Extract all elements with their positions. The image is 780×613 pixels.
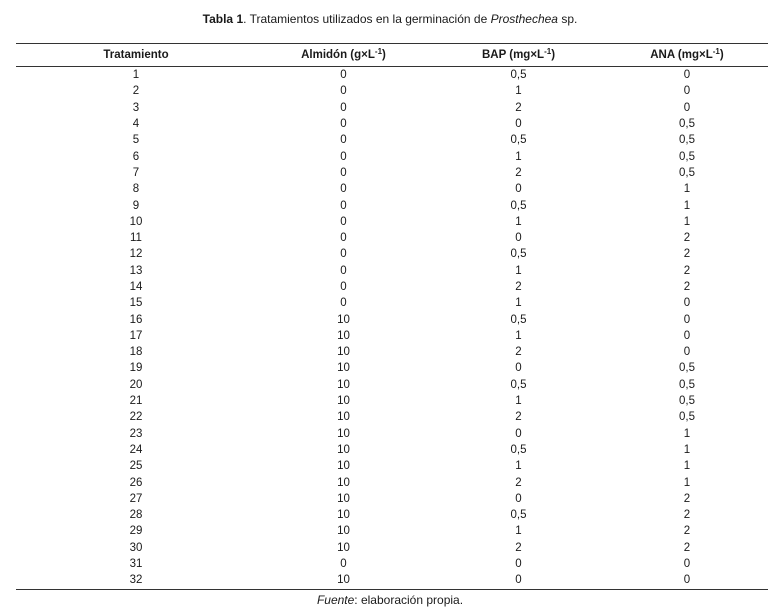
cell-bap: 0 (515, 574, 522, 587)
cell-ana: 1 (683, 427, 691, 440)
cell-ana: 0,5 (679, 150, 695, 163)
cell-almidon: 10 (337, 443, 350, 456)
cell-bap: 0,5 (510, 313, 527, 326)
cell-ana: 1 (683, 460, 691, 473)
cell-bap: 0,5 (510, 248, 527, 261)
cell-almidon: 10 (337, 362, 350, 375)
cell-bap: 1 (515, 85, 522, 98)
cell-almidon: 0 (340, 297, 347, 310)
cell-bap: 0 (515, 362, 522, 375)
cell-ana: 0 (683, 558, 691, 571)
table-caption-text: . Tratamientos utilizados en la germinación de (243, 12, 491, 26)
cell-tratamiento: 8 (132, 183, 140, 196)
cell-tratamiento: 14 (129, 281, 143, 293)
cell-bap: 0 (515, 492, 522, 505)
table-row (16, 100, 768, 116)
cell-tratamiento: 12 (129, 248, 143, 261)
table-row (16, 279, 768, 295)
cell-almidon: 10 (337, 574, 350, 587)
cell-ana: 0,5 (679, 395, 695, 408)
cell-bap: 2 (515, 346, 522, 359)
cell-bap: 0,5 (510, 69, 527, 82)
table-row (16, 181, 768, 197)
cell-ana: 2 (683, 525, 691, 538)
cell-tratamiento: 11 (130, 232, 142, 245)
cell-bap: 1 (515, 264, 522, 277)
table-source-note (0, 593, 780, 607)
header-tratamiento: Tratamiento (103, 49, 169, 61)
table-row (16, 377, 768, 393)
cell-bap: 1 (515, 329, 522, 342)
cell-bap: 0 (515, 183, 522, 196)
cell-tratamiento: 23 (129, 427, 143, 440)
table-row (16, 360, 768, 376)
cell-tratamiento: 6 (132, 150, 140, 163)
table-row (16, 148, 768, 164)
table-body (16, 67, 768, 590)
cell-ana: 2 (683, 248, 691, 261)
cell-ana: 0,5 (679, 411, 695, 424)
header-bap: BAP $(mg\times L^{-1})$ (481, 47, 556, 61)
table-row (16, 442, 768, 458)
cell-almidon: 0 (340, 85, 347, 98)
cell-almidon: 0 (340, 264, 347, 277)
cell-almidon: 0 (340, 281, 347, 293)
cell-ana: 0 (683, 329, 691, 342)
cell-bap: 1 (515, 460, 522, 473)
cell-ana: 2 (683, 281, 691, 293)
cell-tratamiento: 27 (129, 492, 143, 505)
table-caption-suffix: sp. (557, 12, 578, 26)
cell-bap: 0 (515, 558, 522, 571)
cell-almidon: 10 (337, 378, 350, 391)
table-row (16, 116, 768, 132)
cell-ana: 0 (683, 85, 691, 98)
cell-almidon: 10 (337, 492, 350, 505)
cell-ana: 2 (683, 541, 691, 554)
cell-tratamiento: 5 (132, 134, 140, 147)
table-row (16, 556, 768, 572)
cell-almidon: 0 (340, 101, 347, 114)
cell-tratamiento: 24 (129, 443, 143, 456)
cell-almidon: 10 (337, 509, 350, 522)
cell-tratamiento: 25 (129, 460, 143, 473)
cell-ana: 1 (683, 215, 691, 228)
treatments-table (16, 43, 768, 590)
cell-ana: 1 (683, 443, 691, 456)
cell-ana: 0 (683, 297, 691, 310)
cell-tratamiento: 17 (129, 329, 143, 342)
cell-ana: 2 (683, 232, 691, 245)
cell-tratamiento: 19 (129, 362, 143, 375)
cell-tratamiento: 18 (129, 346, 143, 359)
cell-ana: 0,5 (679, 362, 695, 375)
cell-tratamiento: 10 (129, 215, 143, 228)
table-row (16, 458, 768, 474)
cell-bap: 1 (515, 395, 522, 408)
table-row (16, 507, 768, 523)
cell-bap: 2 (515, 476, 522, 489)
table-row (16, 230, 768, 246)
table-caption-label: Tabla 1 (202, 12, 244, 26)
cell-almidon: 0 (340, 134, 347, 147)
cell-almidon: 10 (337, 395, 350, 408)
cell-ana: 0 (683, 101, 691, 114)
cell-ana: 0 (683, 69, 691, 82)
cell-almidon: 10 (337, 541, 350, 554)
cell-bap: 2 (515, 166, 522, 179)
cell-almidon: 10 (337, 476, 350, 489)
cell-ana: 0,5 (679, 378, 695, 391)
cell-almidon: 0 (340, 118, 347, 131)
cell-tratamiento: 16 (129, 313, 143, 326)
cell-tratamiento: 4 (132, 118, 140, 131)
cell-bap: 0 (515, 427, 522, 440)
cell-tratamiento: 21 (129, 395, 143, 408)
cell-tratamiento: 28 (129, 509, 143, 522)
cell-ana: 0 (683, 574, 691, 587)
table-row (16, 344, 768, 360)
cell-ana: 2 (683, 264, 691, 277)
table-row (16, 491, 768, 507)
cell-bap: 1 (515, 525, 522, 538)
cell-bap: 0,5 (510, 378, 527, 391)
table-row (16, 83, 768, 99)
cell-tratamiento: 20 (129, 378, 143, 391)
cell-almidon: 10 (337, 525, 350, 538)
table-row (16, 393, 768, 409)
cell-bap: 0 (515, 232, 522, 245)
cell-ana: 0,5 (679, 134, 695, 147)
cell-tratamiento: 29 (129, 525, 143, 538)
cell-tratamiento: 26 (129, 476, 143, 489)
cell-ana: 0,5 (679, 118, 695, 131)
cell-tratamiento: 13 (129, 264, 143, 277)
cell-bap: 2 (515, 411, 522, 424)
table-row (16, 311, 768, 327)
cell-almidon: 0 (340, 183, 347, 196)
table-row (16, 328, 768, 344)
cell-almidon: 0 (340, 199, 347, 212)
table-row (16, 572, 768, 589)
cell-almidon: 0 (340, 248, 347, 261)
cell-tratamiento: 32 (129, 574, 143, 587)
cell-almidon: 0 (340, 558, 347, 571)
cell-almidon: 0 (340, 150, 347, 163)
cell-ana: 1 (683, 183, 691, 196)
cell-ana: 1 (683, 199, 691, 212)
cell-bap: 2 (515, 541, 522, 554)
cell-ana: 2 (683, 509, 691, 522)
cell-ana: 0 (683, 346, 691, 359)
table-header-row (16, 44, 768, 67)
cell-almidon: 10 (337, 346, 350, 359)
cell-tratamiento: 22 (129, 411, 143, 424)
cell-ana: 0 (683, 313, 691, 326)
cell-almidon: 0 (340, 69, 347, 82)
table-row (16, 540, 768, 556)
table-row (16, 409, 768, 425)
cell-bap: 0,5 (510, 443, 527, 456)
cell-almidon: 10 (337, 329, 350, 342)
cell-tratamiento: 31 (129, 558, 143, 571)
cell-tratamiento: 3 (132, 101, 140, 114)
cell-ana: 0,5 (679, 166, 695, 179)
cell-bap: 0 (515, 118, 522, 131)
cell-almidon: 0 (340, 215, 347, 228)
table-row (16, 263, 768, 279)
table-row (16, 474, 768, 490)
cell-bap: 2 (515, 101, 522, 114)
cell-almidon: 10 (337, 411, 350, 424)
table-row (16, 165, 768, 181)
cell-tratamiento: 2 (132, 85, 140, 98)
table-row (16, 197, 768, 213)
cell-bap: 1 (515, 150, 522, 163)
cell-tratamiento: 9 (132, 199, 140, 212)
source-text: : elaboración propia. (354, 593, 464, 607)
cell-ana: 1 (683, 476, 691, 489)
species-name: Prosthechea (490, 12, 558, 26)
cell-almidon: 10 (337, 427, 350, 440)
cell-almidon: 10 (337, 460, 350, 473)
cell-bap: 0,5 (510, 199, 527, 212)
table-row (16, 426, 768, 442)
cell-tratamiento: 30 (129, 541, 143, 554)
table-row (16, 67, 768, 84)
cell-tratamiento: 1 (132, 69, 140, 82)
table-row (16, 295, 768, 311)
cell-tratamiento: 7 (132, 166, 140, 179)
cell-bap: 0,5 (510, 134, 527, 147)
cell-bap: 0,5 (510, 509, 527, 522)
table-row (16, 214, 768, 230)
cell-almidon: 0 (340, 166, 347, 179)
cell-bap: 2 (515, 281, 522, 293)
treatments-table-container (16, 43, 768, 590)
cell-almidon: 0 (340, 232, 347, 245)
source-label: Fuente (316, 593, 355, 607)
cell-almidon: 10 (337, 313, 350, 326)
table-caption (0, 11, 780, 27)
table-row (16, 523, 768, 539)
cell-bap: 1 (515, 215, 522, 228)
table-row (16, 132, 768, 148)
cell-bap: 1 (515, 297, 522, 310)
cell-ana: 2 (683, 492, 691, 505)
cell-tratamiento: 15 (129, 297, 143, 310)
header-ana: ANA $(mg\times L^{-1})$ (650, 47, 724, 61)
header-almidon: Almidón $(g\times L^{-1})$ (301, 47, 386, 61)
table-row (16, 246, 768, 262)
